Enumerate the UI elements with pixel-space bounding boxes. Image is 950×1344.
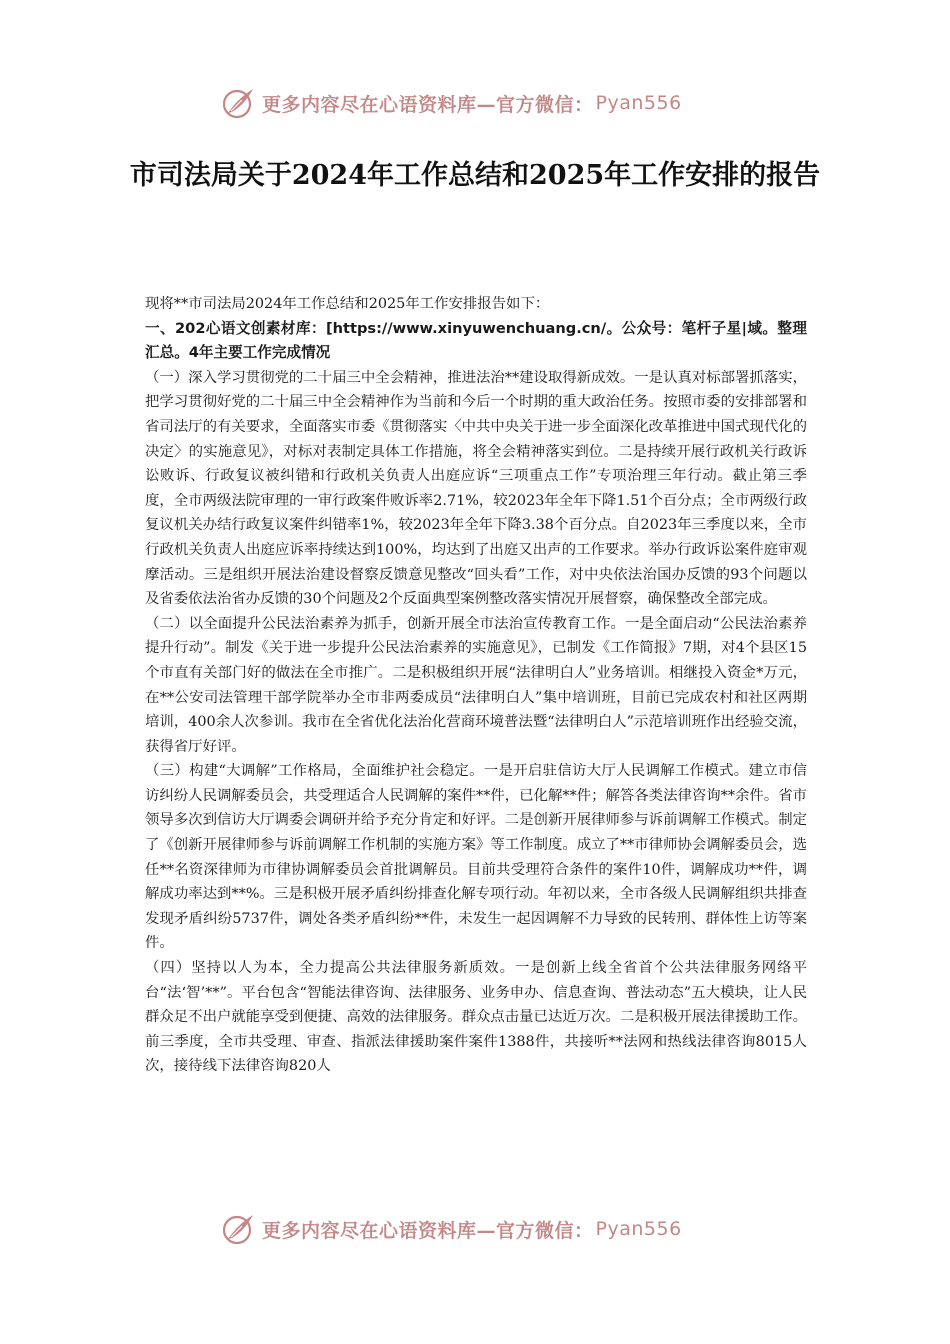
footer-watermark-banner [222, 1212, 682, 1246]
banner-text: 更多内容尽在心语资料库—官方微信： [262, 93, 594, 116]
document-body [145, 292, 807, 1079]
banner-wechat-id: Pyan556 [595, 92, 682, 114]
intro-paragraph: 现将**市司法局2024年工作总结和2025年工作安排报告如下： [145, 296, 550, 312]
body-paragraph: （二）以全面提升公民法治素养为抓手，创新开展全市法治宣传教育工作。一是全面启动“公民法治素养提升行动”。制发《关于进一步提升公民法治素养的实施意见》，已制发《工作简报》7期，对4个县区15个市直有关部门好的做法在全市推广。二是积极组织开展“法律明白人”业务培训。相继投入资金*万元，在**公安司法管理干部学院举办全市非两委成员“法律明白人”集中培训班，目前已完成农村和社区两期培训，400余人次参训。我市在全省优化法治化营商环境普法暨“法律明白人”示范培训班作出经验交流，获得省厅好评。 [145, 615, 807, 755]
body-paragraph: （三）构建“大调解”工作格局，全面维护社会稳定。一是开启驻信访大厅人民调解工作模式。建立市信访纠纷人民调解委员会，共受理适合人民调解的案件**件，已化解**件；解答各类法律咨询**余件。省市领导多次到信访大厅调委会调研并给予充分肯定和好评。二是创新开展律师参与诉前调解工作模式。制定了《创新开展律师参与诉前调解工作机制的实施方案》等工作制度。成立了**市律师协会调解委员会，选任**名资深律师为市律协调解委员会首批调解员。目前共受理符合条件的案件10件，调解成功**件，调解成功率达到**%。三是积极开展矛盾纠纷排查化解专项行动。年初以来，全市各级人民调解组织共排查发现矛盾纠纷5737件，调处各类矛盾纠纷**件，未发生一起因调解不力导致的民转刑、群体性上访等案件。 [145, 763, 807, 952]
quill-circle-icon [222, 1212, 256, 1246]
header-watermark-banner [222, 86, 682, 120]
quill-circle-icon [222, 86, 256, 120]
document-title: 市司法局关于2024年工作总结和2025年工作安排的报告 [129, 160, 821, 191]
banner-text: 更多内容尽在心语资料库—官方微信： [262, 1219, 594, 1242]
section-heading: 一、202心语文创素材库：[https://www.xinyuwenchuang.cn/。公众号：笔杆子星|域。整理汇总。4年主要工作完成情况 [145, 319, 807, 362]
body-paragraph: （一）深入学习贯彻党的二十届三中全会精神，推进法治**建设取得新成效。一是认真对标部署抓落实，把学习贯彻好党的二十届三中全会精神作为当前和今后一个时期的重大政治任务。按照市委的安排部署和省司法厅的有关要求，全面落实市委《贯彻落实〈中共中央关于进一步全面深化改革推进中国式现代化的决定〉的实施意见》，对标对表制定具体工作措施，将全会精神落实到位。二是持续开展行政机关行政诉讼败诉、行政复议被纠错和行政机关负责人出庭应诉“三项重点工作”专项治理三年行动。截止第三季度，全市两级法院审理的一审行政案件败诉率2.71%，较2023年全年下降1.51个百分点；全市两级行政复议机关办结行政复议案件纠错率1%，较2023年全年下降3.38个百分点。自2023年三季度以来，全市行政机关负责人出庭应诉率持续达到100%，均达到了出庭又出声的工作要求。举办行政诉讼案件庭审观摩活动。三是组织开展法治建设督察反馈意见整改“回头看”工作，对中央依法治国办反馈的93个问题以及省委依法治省办反馈的30个问题及2个反面典型案例整改落实情况开展督察，确保整改全部完成。 [145, 369, 807, 608]
banner-wechat-id: Pyan556 [595, 1218, 682, 1240]
body-paragraph: （四）坚持以人为本，全力提高公共法律服务新质效。一是创新上线全省首个公共法律服务网络平台“法‘智’**”。平台包含“智能法律咨询、法律服务、业务申办、信息查询、普法动态”五大模块，让人民群众足不出户就能享受到便捷、高效的法律服务。群众点击量已达近万次。二是积极开展法律援助工作。前三季度，全市共受理、审查、指派法律援助案件案件1388件，共接听**法网和热线法律咨询8015人次，接待线下法律咨询820人 [145, 960, 807, 1075]
